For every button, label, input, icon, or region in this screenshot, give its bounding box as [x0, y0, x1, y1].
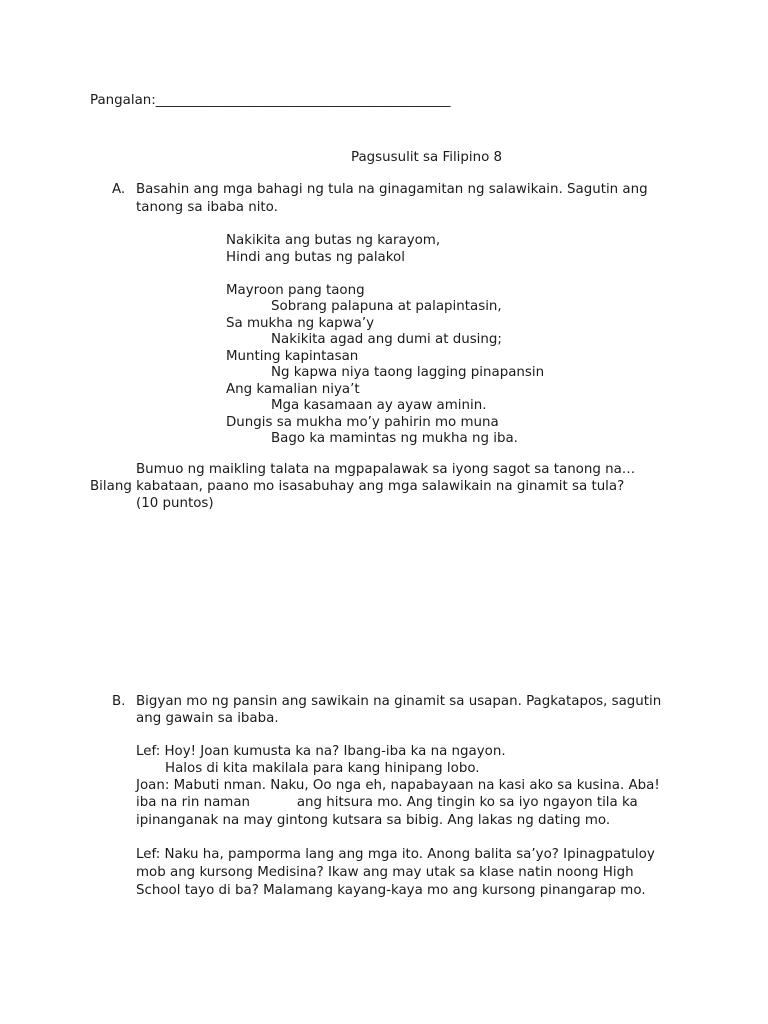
- poem-line: Hindi ang butas ng palakol: [226, 250, 405, 265]
- poem-line-indented: Ng kapwa niya taong lagging pinapansin: [271, 365, 545, 380]
- poem-line: Ang kamalian niya’t: [226, 382, 360, 397]
- section-a-instruction-line: tanong sa ibaba nito.: [136, 200, 278, 215]
- task-question: Bilang kabataan, paano mo isasabuhay ang mga salawikain na ginamit sa tula?: [90, 479, 625, 494]
- name-field-label: Pangalan:____________________________________________: [90, 93, 451, 108]
- page-title: Pagsusulit sa Filipino 8: [351, 150, 503, 165]
- poem-line: Sa mukha ng kapwa’y: [226, 316, 375, 331]
- section-b-instruction-line: ang gawain sa ibaba.: [136, 711, 279, 726]
- task-line: Bumuo ng maikling talata na mgpapalawak sa iyong sagot sa tanong na…: [136, 462, 636, 477]
- section-b-marker: B.: [112, 694, 126, 709]
- poem-line-indented: Nakikita agad ang dumi at dusing;: [271, 332, 502, 347]
- dialogue-line: iba na rin naman ang hitsura mo. Ang tingin ko sa iyo ngayon tila ka: [136, 795, 638, 810]
- dialogue-line: School tayo di ba? Malamang kayang-kaya mo ang kursong pinangarap mo.: [136, 883, 646, 898]
- dialogue-line: Lef: Hoy! Joan kumusta ka na? Ibang-iba ka na ngayon.: [136, 744, 506, 759]
- poem-line-indented: Sobrang palapuna at palapintasin,: [271, 299, 502, 314]
- section-a-instruction-line: Basahin ang mga bahagi ng tula na ginagamitan ng salawikain. Sagutin ang: [136, 182, 648, 197]
- poem-line-indented: Mga kasamaan ay ayaw aminin.: [271, 398, 487, 413]
- dialogue-line: Lef: Naku ha, pamporma lang ang mga ito. Anong balita sa’yo? Ipinagpatuloy: [136, 847, 655, 862]
- section-a-marker: A.: [112, 182, 126, 197]
- dialogue-line: ipinanganak na may gintong kutsara sa bibig. Ang lakas ng dating mo.: [136, 813, 611, 828]
- dialogue-line-indented: Halos di kita makilala para kang hinipang lobo.: [165, 761, 480, 776]
- task-points: (10 puntos): [136, 496, 214, 511]
- poem-line-indented: Bago ka mamintas ng mukha ng iba.: [271, 431, 518, 446]
- poem-line: Munting kapintasan: [226, 349, 359, 364]
- dialogue-line: Joan: Mabuti nman. Naku, Oo nga eh, napabayaan na kasi ako sa kusina. Aba!: [136, 778, 660, 793]
- poem-line: Nakikita ang butas ng karayom,: [226, 233, 441, 248]
- poem-line: Mayroon pang taong: [226, 283, 365, 298]
- dialogue-line: mob ang kursong Medisina? Ikaw ang may utak sa klase natin noong High: [136, 865, 634, 880]
- section-b-instruction-line: Bigyan mo ng pansin ang sawikain na ginamit sa usapan. Pagkatapos, sagutin: [136, 694, 662, 709]
- poem-line: Dungis sa mukha mo’y pahirin mo muna: [226, 415, 499, 430]
